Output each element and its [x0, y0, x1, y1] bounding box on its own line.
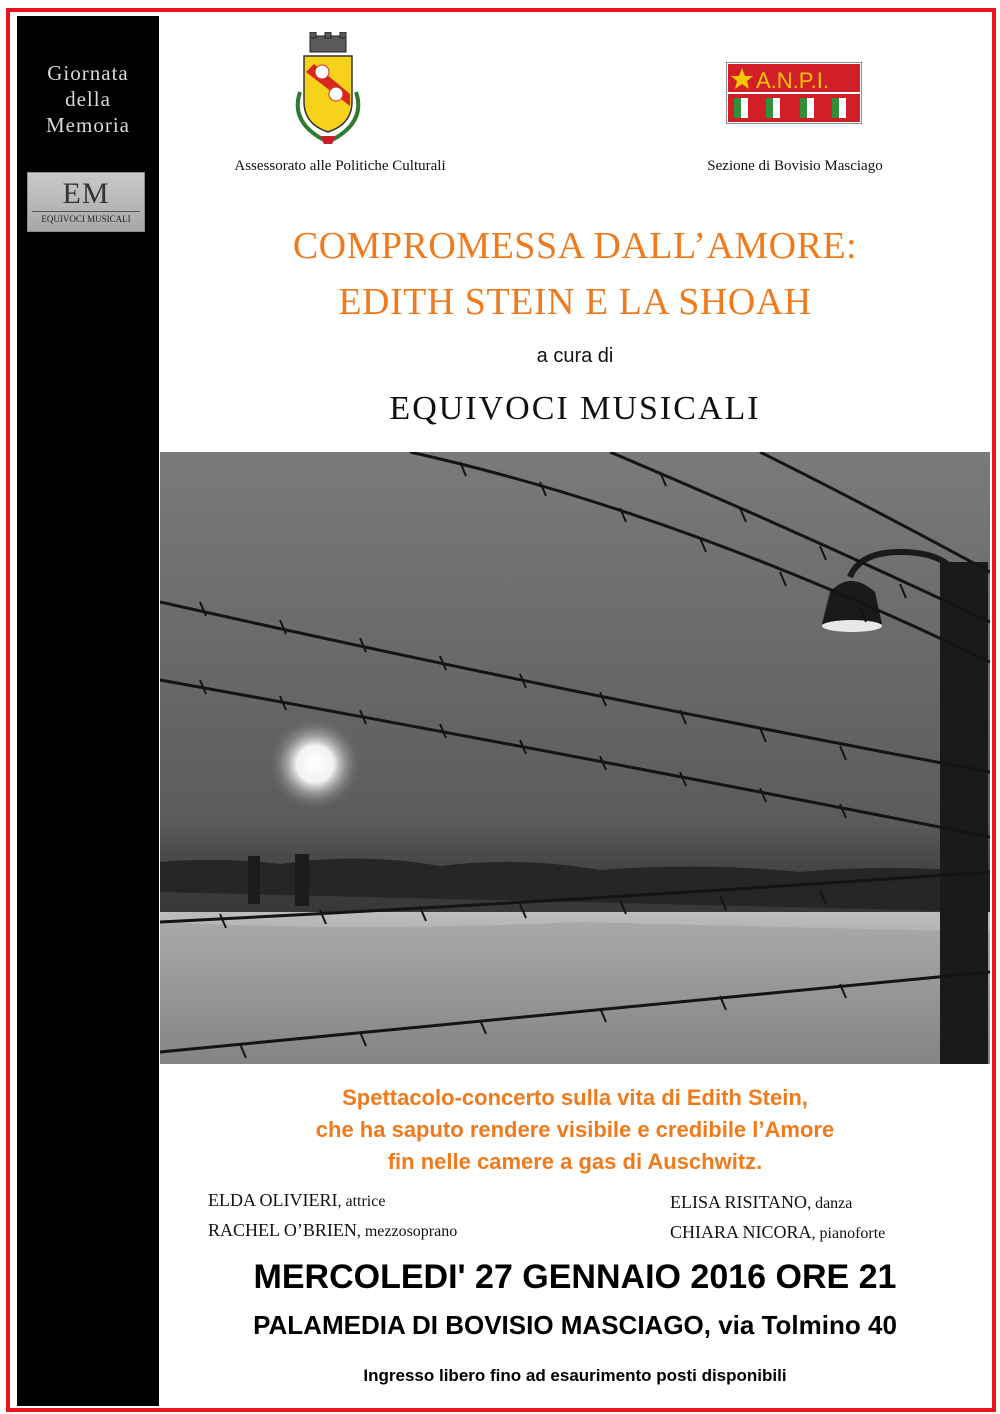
logo-letters: EM	[62, 177, 110, 210]
giornata-line: Giornata	[47, 61, 129, 85]
description-line: Spettacolo-concerto sulla vita di Edith Stein,	[342, 1085, 808, 1110]
description-line: fin nelle camere a gas di Auschwitz.	[387, 1149, 763, 1174]
curated-by: a cura di	[536, 345, 614, 367]
cast-member	[670, 1192, 852, 1213]
logo-text: EQUIVOCI MUSICALI	[32, 211, 140, 224]
show-description	[160, 1082, 990, 1178]
barbed-wire-photo	[160, 452, 990, 1064]
giornata-line: della	[65, 87, 111, 111]
giornata-line: Memoria	[46, 113, 130, 137]
cast-name: RACHEL O’BRIEN	[208, 1220, 357, 1240]
coat-of-arms-icon	[280, 32, 376, 150]
anpi-text: A.N.P.I.	[756, 68, 829, 93]
assessorato-caption: Assessorato alle Politiche Culturali	[234, 158, 446, 174]
sidebar	[17, 16, 159, 1406]
cast-role: , danza	[807, 1195, 853, 1212]
giornata-della-memoria	[17, 60, 159, 138]
cast-name: ELISA RISITANO	[670, 1192, 808, 1212]
cast-role: , pianoforte	[811, 1225, 886, 1242]
cast-member	[208, 1190, 385, 1211]
cast-role: , mezzosoprano	[356, 1223, 458, 1240]
entry-note: Ingresso libero fino ad esaurimento posti disponibili	[363, 1366, 787, 1385]
equivoci-musicali-logo	[27, 172, 145, 232]
sezione-caption: Sezione di Bovisio Masciago	[707, 158, 883, 174]
cast-name: CHIARA NICORA	[670, 1222, 812, 1242]
anpi-logo-icon	[726, 62, 862, 124]
event-date: MERCOLEDI' 27 GENNAIO 2016 ORE 21	[253, 1258, 897, 1296]
title-line-2: EDITH STEIN E LA SHOAH	[338, 281, 812, 323]
cast-name: ELDA OLIVIERI	[208, 1190, 338, 1210]
cast-member	[208, 1220, 457, 1241]
description-line: che ha saputo rendere visibile e credibile l’Amore	[315, 1117, 835, 1142]
cast-member	[670, 1222, 885, 1243]
title-line-1: COMPROMESSA DALL’AMORE:	[292, 225, 858, 267]
event-venue: PALAMEDIA DI BOVISIO MASCIAGO, via Tolmino 40	[253, 1310, 897, 1340]
cast-role: , attrice	[337, 1193, 386, 1210]
group-name: EQUIVOCI MUSICALI	[389, 390, 761, 427]
